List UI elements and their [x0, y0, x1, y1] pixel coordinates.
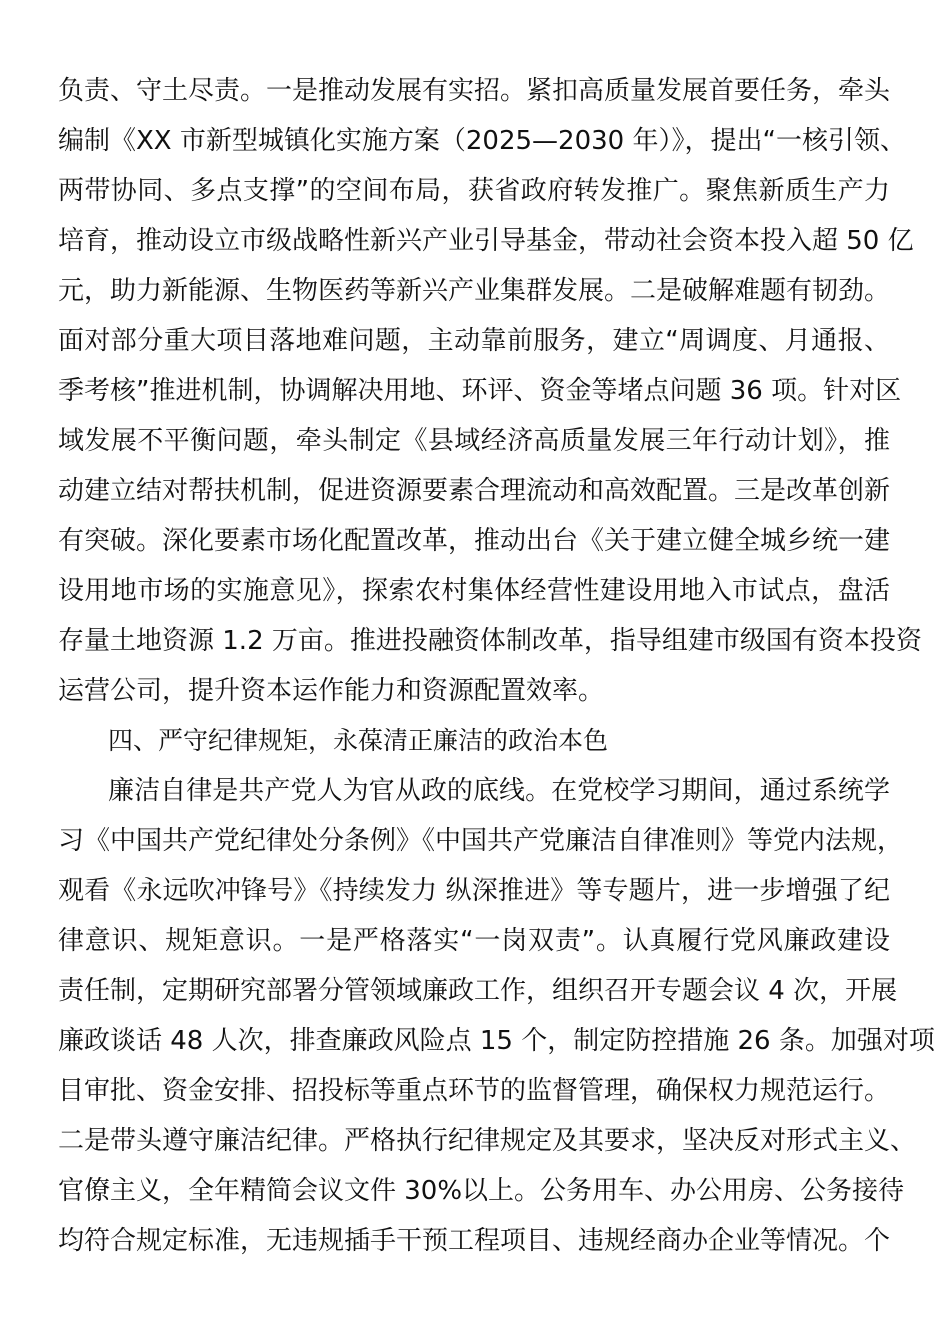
- text-line: 律意识、规矩意识。一是严格落实“一岗双责”。认真履行党风廉政建设: [58, 926, 890, 956]
- text-line: 两带协同、多点支撑”的空间布局，获省政府转发推广。聚焦新质生产力: [58, 176, 890, 206]
- text-line: 观看《永远吹冲锋号》《持续发力 纵深推进》等专题片，进一步增强了纪: [58, 876, 890, 906]
- text-line: 域发展不平衡问题，牵头制定《县域经济高质量发展三年行动计划》，推: [58, 426, 890, 456]
- text-line: 廉政谈话 48 人次，排查廉政风险点 15 个，制定防控措施 26 条。加强对项: [58, 1026, 935, 1056]
- text-line: 习《中国共产党纪律处分条例》《中国共产党廉洁自律准则》等党内法规，: [58, 826, 904, 856]
- text-line: 动建立结对帮扶机制，促进资源要素合理流动和高效配置。三是改革创新: [58, 476, 891, 506]
- text-line: 面对部分重大项目落地难问题，主动靠前服务，建立“周调度、月通报、: [58, 326, 890, 356]
- text-line: 运营公司，提升资本运作能力和资源配置效率。: [58, 676, 605, 706]
- text-line: 编制《XX 市新型城镇化实施方案（2025—2030 年）》，提出“一核引领、: [58, 126, 906, 156]
- text-line: 均符合规定标准，无违规插手干预工程项目、违规经商办企业等情况。个: [58, 1226, 891, 1256]
- document-page: [58, 66, 935, 1266]
- text-line: 设用地市场的实施意见》，探索农村集体经营性建设用地入市试点，盘活: [58, 576, 890, 606]
- text-line: 廉洁自律是共产党人为官从政的底线。在党校学习期间，通过系统学: [108, 776, 890, 806]
- text-line: 季考核”推进机制，协调解决用地、环评、资金等堵点问题 36 项。针对区: [58, 376, 902, 406]
- paragraph-section3-achievements: [58, 66, 922, 716]
- text-line: 存量土地资源 1.2 万亩。推进投融资体制改革，指导组建市级国有资本投资: [58, 626, 922, 656]
- text-line: 培育，推动设立市级战略性新兴产业引导基金，带动社会资本投入超 50 亿: [58, 226, 914, 256]
- text-line: 官僚主义，全年精简会议文件 30%以上。公务用车、办公用房、公务接待: [58, 1176, 905, 1206]
- paragraph-section4-integrity: [58, 766, 935, 1266]
- text-line: 元，助力新能源、生物医药等新兴产业集群发展。二是破解难题有韧劲。: [58, 276, 891, 306]
- text-line: 责任制，定期研究部署分管领域廉政工作，组织召开专题会议 4 次，开展: [58, 976, 898, 1006]
- text-line: 负责、守土尽责。一是推动发展有实招。紧扣高质量发展首要任务，牵头: [58, 76, 891, 106]
- text-line: 目审批、资金安排、招投标等重点环节的监督管理，确保权力规范运行。: [58, 1076, 891, 1106]
- section-heading: 四、严守纪律规矩，永葆清正廉洁的政治本色: [108, 726, 609, 755]
- text-line: 有突破。深化要素市场化配置改革，推动出台《关于建立健全城乡统一建: [58, 526, 891, 556]
- text-line: 二是带头遵守廉洁纪律。严格执行纪律规定及其要求，坚决反对形式主义、: [58, 1126, 917, 1156]
